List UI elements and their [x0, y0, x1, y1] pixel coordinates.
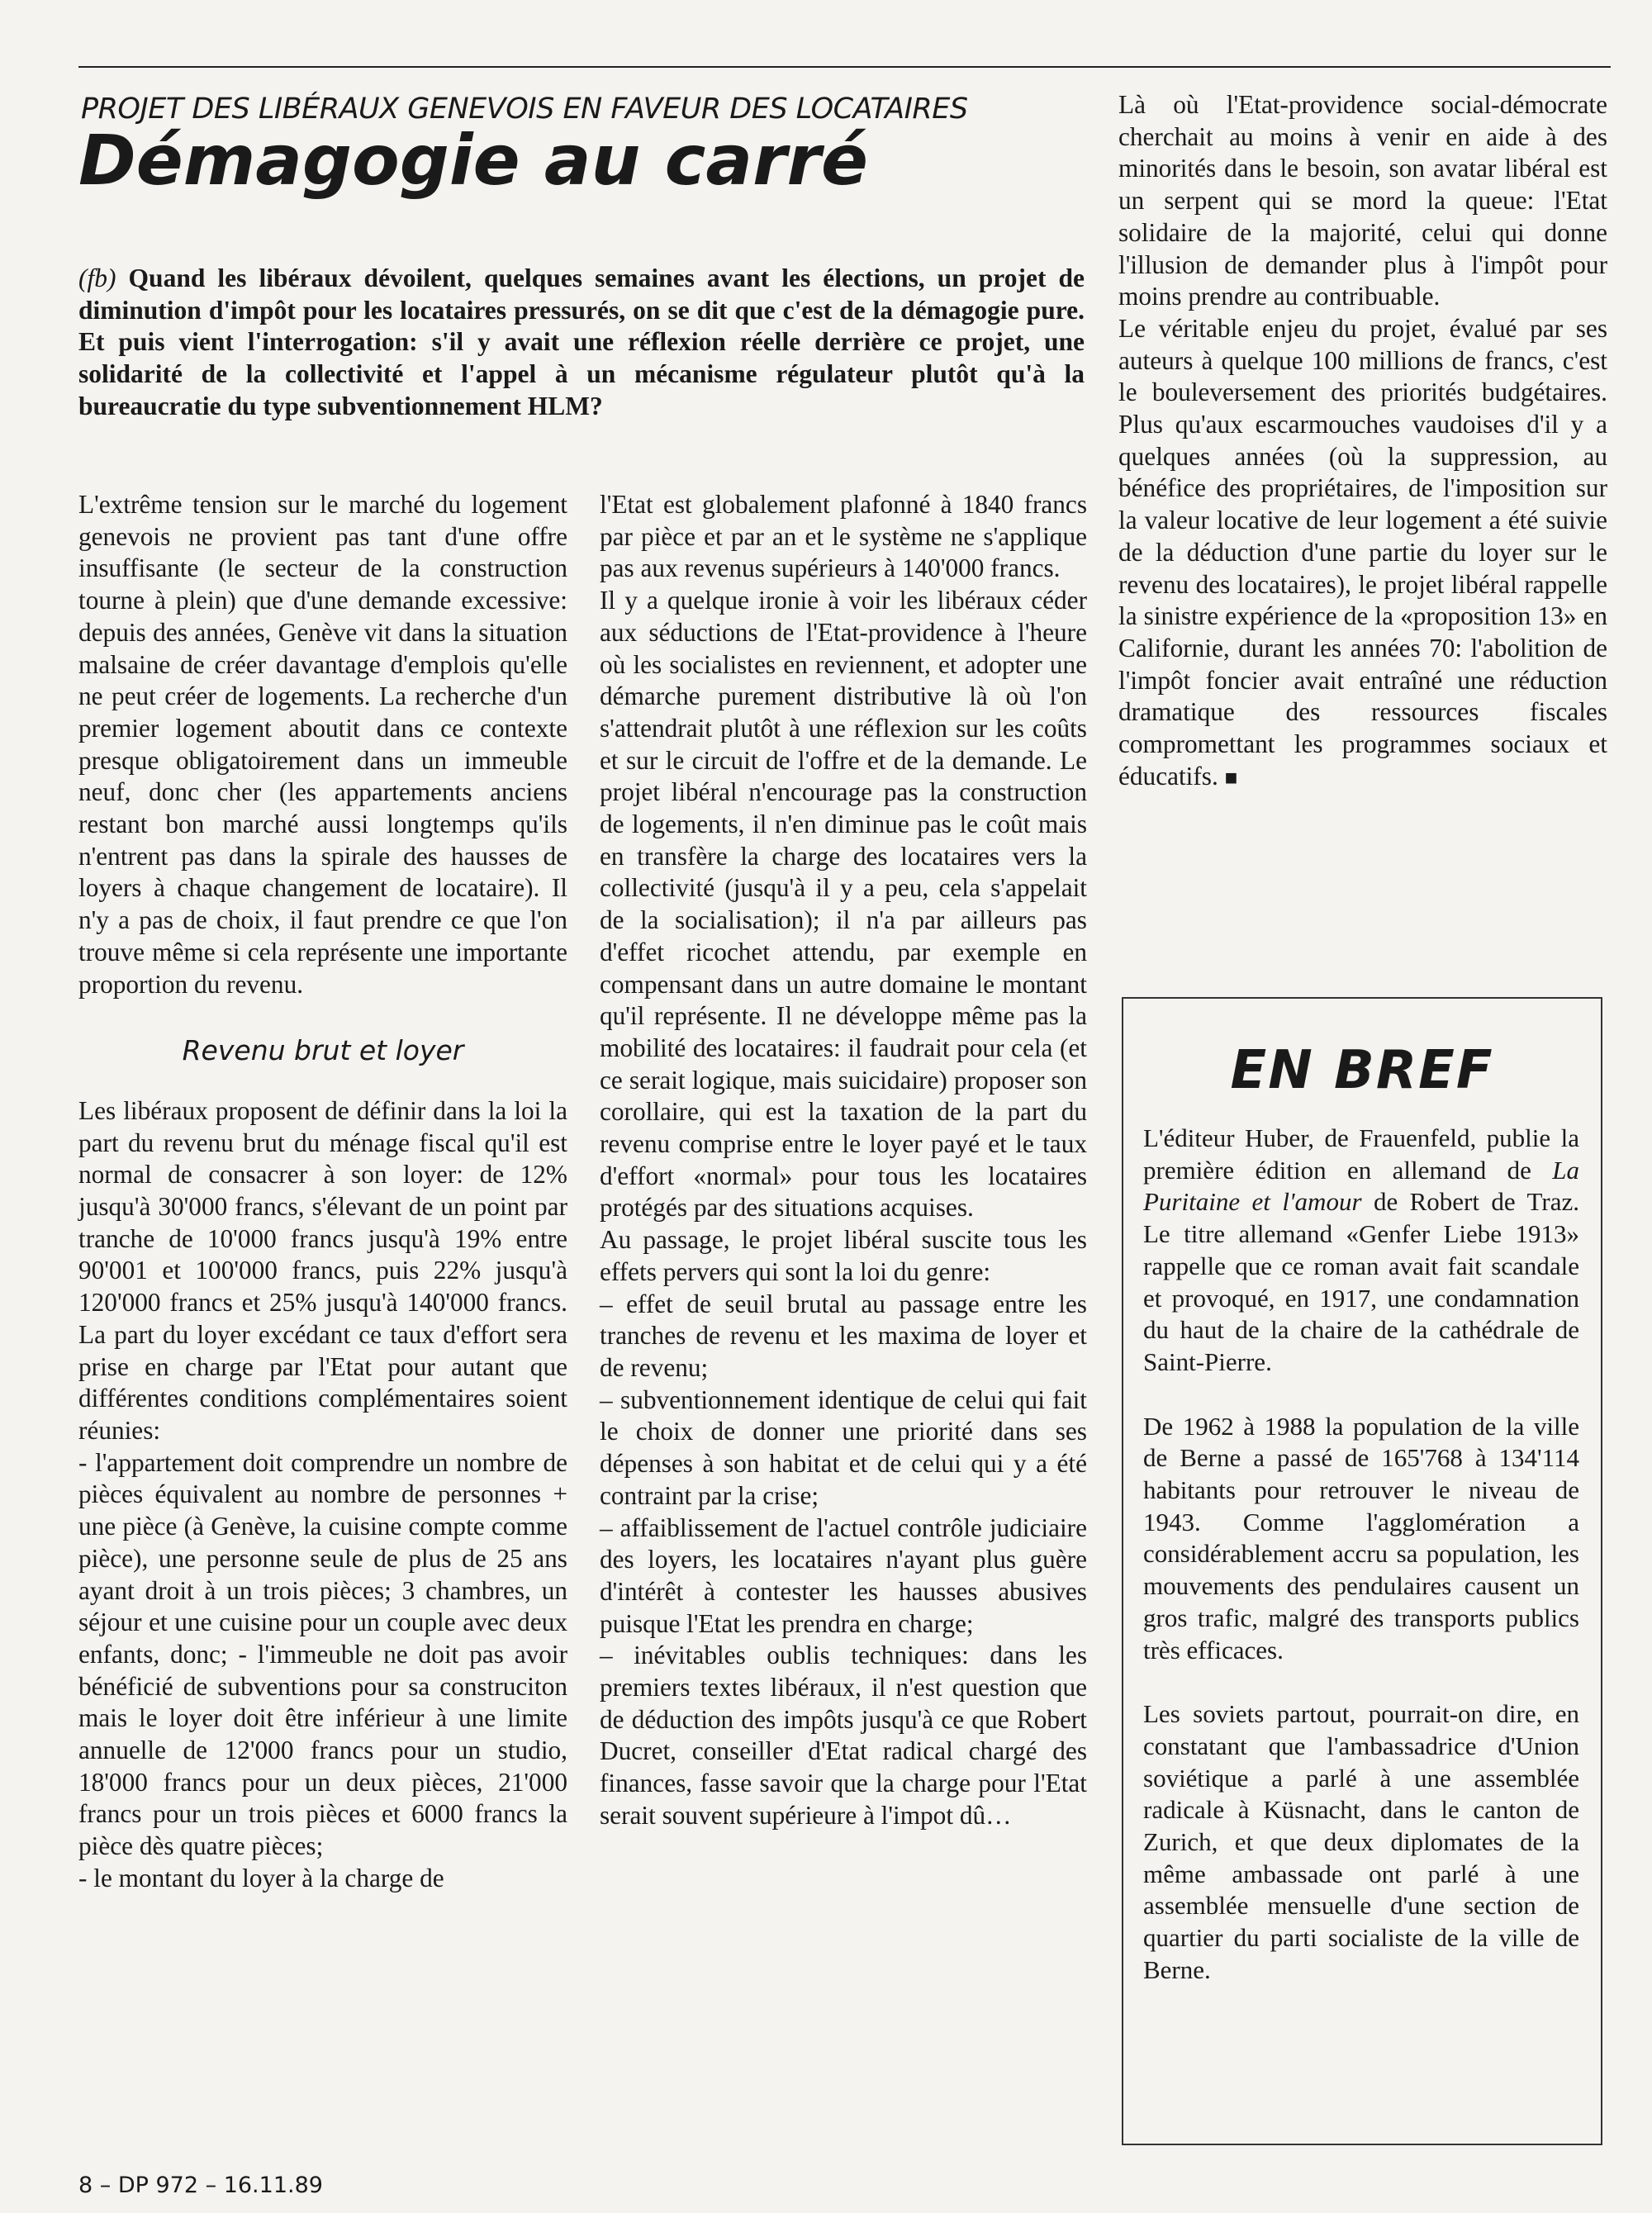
top-rule [78, 66, 1611, 68]
article-column-3 [1118, 89, 1607, 794]
paragraph: - l'appartement doit comprendre un nombre de pièces équivalent au nombre de personnes + une pièce (à Genève, la cuisine compte comme pièce), une personne seule de plus de 25 ans ayant droit à un trois pièces; 3 chambres, un séjour et une cuisine pour un couple avec deux enfants, donc; - l'immeuble ne doit pas avoir bénéficié de subventions pour sa construciton mais le loyer doit être inférieur à une limite annuelle de 12'000 francs pour un studio, 18'000 francs pour un deux pièces, 21'000 francs pour un trois pièces et 6000 francs la pièce dès quatre pièces; [78, 1447, 567, 1861]
article-column-2 [600, 489, 1087, 1832]
paragraph: Là où l'Etat-providence social-démocrate cherchait au moins à venir en aide à des minorités dans le besoin, son avatar libéral est un serpent qui se mord la queue: l'Etat solidaire de la majorité, celui qui donne l'illusion de demander plus à l'impôt pour moins prendre au contribuable. [1118, 90, 1607, 311]
paragraph: – subventionnement identique de celui qui fait le choix de donner une priorité dans ses dépenses à son habitat et de celui qui y a été contraint par la crise; [600, 1384, 1087, 1510]
paragraph: – effet de seuil brutal au passage entre les tranches de revenu et les maxima de loyer et de revenu; [600, 1289, 1087, 1382]
lead-byline: (fb) [78, 264, 116, 292]
paragraph: – inévitables oublis techniques: dans les premiers textes libéraux, il n'est question que de déduction des impôts jusqu'à ce que Robert Ducret, conseiller d'Etat radical chargé des finances, fasse savoir que la charge pour l'Etat serait souvent supérieure à l'impot dû… [600, 1641, 1087, 1830]
article-title: Démagogie au carré [78, 120, 868, 201]
paragraph: Les libéraux proposent de définir dans la loi la part du revenu brut du ménage fiscal qu'il est normal de consacrer à son loyer: de 12% jusqu'à 30'000 francs, s'élevant de un point par tranche de 10'000 francs jusqu'à 19% entre 90'001 et 100'000 francs, puis 22% jusqu'à 120'000 francs et 25% jusqu'à 140'000 francs. La part du loyer excédant ce taux d'effort sera prise en charge par l'Etat pour autant que différentes conditions complémentaires soient réunies: [78, 1095, 567, 1445]
en-bref-body [1123, 1123, 1601, 1987]
paragraph: l'Etat est globalement plafonné à 1840 francs par pièce et par an et le système ne s'applique pas aux revenus supérieurs à 140'000 francs. [600, 490, 1087, 583]
paragraph: – affaiblissement de l'actuel contrôle judiciaire des loyers, les locataires n'ayant plus guère d'intérêt à contester les hausses abusives puisque l'Etat les prendra en charge; [600, 1513, 1087, 1638]
article-lead [78, 263, 1085, 423]
paragraph: Il y a quelque ironie à voir les libéraux céder aux séductions de l'Etat-providence à l'heure où les socialistes en reviennent, et adopter une démarche purement distributive là où l'on s'attendrait plutôt à une réflexion sur les coûts et sur le circuit de l'offre et de la demande. Le projet libéral n'encourage pas la construction de logements, il n'en diminue pas le coût mais en transfère la charge des locataires vers la collectivité (jusqu'à il y a peu, cela s'appelait de la socialisation); il n'a par ailleurs pas d'effet ricochet attendu, par exemple en compensant dans un autre domaine le montant qu'il représente. Il ne développe même pas la mobilité des locataires: il faudrait pour cela (et ce serait logique, mais suicidaire) proposer son corollaire, qui est la taxation de la part du revenu comprise entre le loyer payé et le taux d'effort «normal» pour tous les locataires protégés par des situations acquises. [600, 586, 1087, 1223]
lead-text: Quand les libéraux dévoilent, quelques semaines avant les élections, un projet de diminution d'impôt pour les locataires pressurés, on se dit que c'est de la démagogie pure. Et puis vient l'interrogation: s'il y avait une réflexion réelle derrière ce projet, une solidarité de la collectivité et l'appel à un mécanisme régulateur plutôt qu'à la bureaucratie du type subventionnement HLM? [78, 264, 1085, 420]
brief-item [1143, 1123, 1579, 1379]
end-mark: ■ [1224, 765, 1238, 790]
paragraph: L'extrême tension sur le marché du logement genevois ne provient pas tant d'une offre insuffisante (le secteur de la construction tourne à plein) que d'une demande excessive: depuis des années, Genève vit dans la situation malsaine de créer davantage d'emplois qu'elle ne peut créer de logements. La recherche d'un premier logement aboutit dans ce contexte presque obligatoirement dans un immeuble neuf, donc cher (les appartements anciens restant bon marché aussi longtemps qu'ils n'entrent pas dans la spirale des hausses de loyers à chaque changement de locataire). Il n'y a pas de choix, il faut prendre ce que l'on trouve même si cela représente une importante proportion du revenu. [78, 490, 567, 999]
article-kicker: PROJET DES LIBÉRAUX GENEVOIS EN FAVEUR DES LOCATAIRES [81, 93, 968, 126]
article-column-1 [78, 489, 567, 1895]
brief-item: De 1962 à 1988 la population de la ville de Berne a passé de 165'768 à 134'114 habitants pour retrouver le niveau de 1943. Comme l'agglomération a considérablement accru sa population, les mouvements des pendulaires causent un gros trafic, malgré des transports publics très efficaces. [1143, 1411, 1579, 1664]
page-footer: 8 – DP 972 – 16.11.89 [78, 2173, 323, 2198]
en-bref-title: EN BREF [1230, 1040, 1494, 1101]
article-subhead: Revenu brut et loyer [182, 1034, 464, 1067]
paragraph: - le montant du loyer à la charge de [78, 1863, 444, 1892]
paragraph: Au passage, le projet libéral suscite tous les effets pervers qui sont la loi du genre: [600, 1225, 1087, 1286]
brief-item-text: de Robert de Traz. Le titre allemand «Genfer Liebe 1913» rappelle que ce roman avait fait scandale et provoqué, en 1917, une condamnation du haut de la chaire de la cathédrale de Saint-Pierre. [1143, 1187, 1579, 1376]
paragraph [1118, 313, 1607, 795]
paragraph-text: Le véritable enjeu du projet, évalué par ses auteurs à quelque 100 millions de francs, c'est le bouleversement des priorités budgétaires. Plus qu'aux escarmouches vaudoises d'il y a quelques années (où la suppression, au bénéfice des propriétaires, de l'imposition sur la valeur locative de leur logement a été suivie de la déduction d'une partie du loyer sur le revenu des locataires), le projet libéral rappelle la sinistre expérience de la «proposition 13» en Californie, durant les années 70: l'abolition de l'impôt foncier avait entraîné une réduction dramatique des ressources fiscales compromettant les programmes sociaux et éducatifs. [1118, 313, 1607, 791]
en-bref-box [1122, 997, 1602, 2145]
brief-item-text: L'éditeur Huber, de Frauenfeld, publie la première édition en allemand de [1143, 1123, 1579, 1185]
brief-item: Les soviets partout, pourrait-on dire, en constatant que l'ambassadrice d'Union soviétique a parlé à une assemblée radicale à Küsnacht, dans le canton de Zurich, et que deux diplomates de la même ambassade ont parlé à une assemblée mensuelle d'une section de quartier du parti socialiste de la ville de Berne. [1143, 1699, 1579, 1984]
book-title: La Puritaine et l'amour [1143, 1155, 1579, 1217]
